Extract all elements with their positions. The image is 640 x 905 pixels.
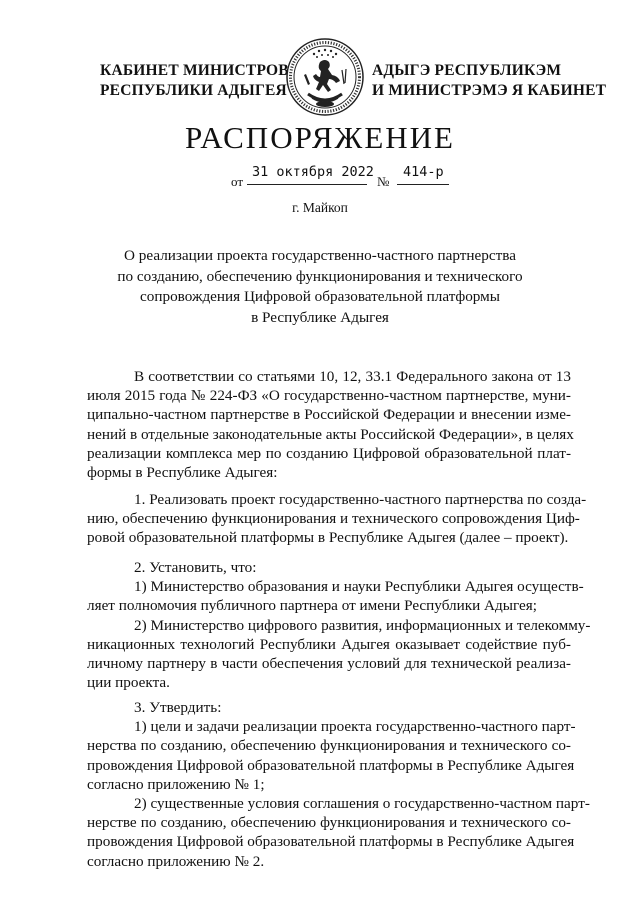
document-date: 31 октября 2022 (252, 164, 374, 180)
date-label: от (231, 174, 244, 189)
item-heading: 3. Утвердить: (134, 699, 222, 716)
text-line: В соответствии со статьями 10, 12, 33.1 Федерального закона от 13 (134, 368, 571, 385)
issuer-line: КАБИНЕТ МИНИСТРОВ (100, 62, 289, 79)
number-label: № (377, 174, 390, 189)
issuer-line: АДЫГЭ РЕСПУБЛИКЭМ (372, 62, 562, 79)
subject-line: сопровождения Цифровой образовательной платформы (140, 288, 500, 305)
text-line: провождения Цифровой образовательной платформы в Республике Адыгея (87, 756, 575, 774)
text-line: нерстве по созданию, обеспечению функционирования и технического со- (87, 814, 571, 832)
text-line: 1. Реализовать проект государственно-частного партнерства по созда- (134, 491, 587, 508)
text-line: согласно приложению № 1; (87, 775, 265, 793)
city: г. Майкоп (292, 200, 348, 215)
subject-line: в Республике Адыгея (251, 308, 389, 326)
text-line: формы в Республике Адыгея: (87, 463, 278, 481)
text-line: 2) Министерство цифрового развития, информационных и телекомму- (134, 616, 591, 634)
text-line: ции проекта. (87, 674, 170, 692)
text-line: ципально-частном партнерстве в Российской Федерации и внесении изме- (87, 406, 571, 424)
item-heading: 2. Установить, что: (134, 559, 257, 576)
number-underline (397, 184, 449, 185)
text-line: нию, обеспечению функционирования и технического сопровождения Циф- (87, 510, 580, 528)
issuer-line: РЕСПУБЛИКИ АДЫГЕЯ (100, 82, 287, 99)
subject-line: по созданию, обеспечению функционирования и технического (117, 267, 523, 285)
text-line: личному партнеру в части обеспечения условий для технической реализа- (87, 654, 571, 672)
subject-line: О реализации проекта государственно-частного партнерства (124, 247, 516, 264)
preamble-paragraph (87, 367, 574, 482)
issuer-line: И МИНИСТРЭМЭ Я КАБИНЕТ (372, 82, 607, 99)
text-line: июля 2015 года № 224-ФЗ «О государственно-частном партнерстве, муни- (87, 387, 571, 405)
document-number: 414-р (403, 164, 444, 180)
text-line: реализации комплекса мер по созданию Цифровой образовательной плат- (87, 444, 571, 462)
document-title: РАСПОРЯЖЕНИЕ (185, 120, 455, 155)
item-2-paragraph (87, 558, 591, 692)
item-3-paragraph (87, 698, 590, 871)
text-line: 1) цели и задачи реализации проекта государственно-частного парт- (134, 718, 576, 736)
text-line: никационных технологий Республики Адыгея оказывает содействие пуб- (87, 635, 571, 653)
coat-of-arms-icon (284, 34, 366, 120)
item-1-paragraph (87, 490, 587, 548)
document-subject (100, 246, 540, 328)
issuer-name-russian (100, 61, 290, 101)
date-number-line (0, 164, 640, 190)
text-line: 1) Министерство образования и науки Республики Адыгея осуществ- (134, 578, 584, 596)
date-underline (247, 184, 367, 185)
issuer-name-adyghe (372, 61, 622, 101)
text-line: нерства по созданию, обеспечению функционирования и технического со- (87, 737, 571, 755)
text-line: нений в отдельные законодательные акты Российской Федерации», в целях (87, 425, 574, 443)
text-line: ляет полномочия публичного партнера от имени Республики Адыгея; (87, 597, 537, 615)
text-line: провождения Цифровой образовательной платформы в Республике Адыгея (87, 833, 575, 851)
text-line: ровой образовательной платформы в Республике Адыгея (далее – проект). (87, 529, 569, 547)
text-line: 2) существенные условия соглашения о государственно-частном парт- (134, 794, 590, 812)
text-line: согласно приложению № 2. (87, 852, 265, 870)
